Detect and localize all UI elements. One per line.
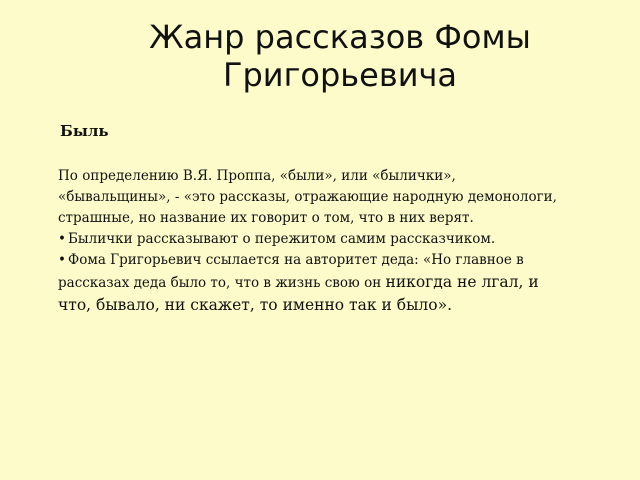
body-text xyxy=(58,166,558,317)
bullet-2-text-end: никогда не лгал, и что, бывало, ни скажет, то именно так и было». xyxy=(58,273,539,314)
bullet-item-2 xyxy=(58,250,558,317)
bullet-1-text: Былички рассказывают о пережитом самим рассказчиком. xyxy=(68,231,496,247)
bullet-item-1 xyxy=(58,229,558,250)
title-line-1: Жанр рассказов Фомы xyxy=(149,18,531,56)
slide-title xyxy=(60,18,620,94)
bullet-2-text-start: Фома Григорьевич ссылается на авторитет деда: «Но главное в рассказах деда было то, что в жизнь свою он xyxy=(58,252,524,291)
subheading: Быль xyxy=(60,122,109,140)
title-line-2: Григорьевича xyxy=(222,56,458,94)
definition-paragraph: По определению В.Я. Проппа, «были», или «былички», «бывальщины», - «это рассказы, отражающие народную демонологи, страшные, но название их говорит о том, что в них верят. xyxy=(58,168,557,226)
